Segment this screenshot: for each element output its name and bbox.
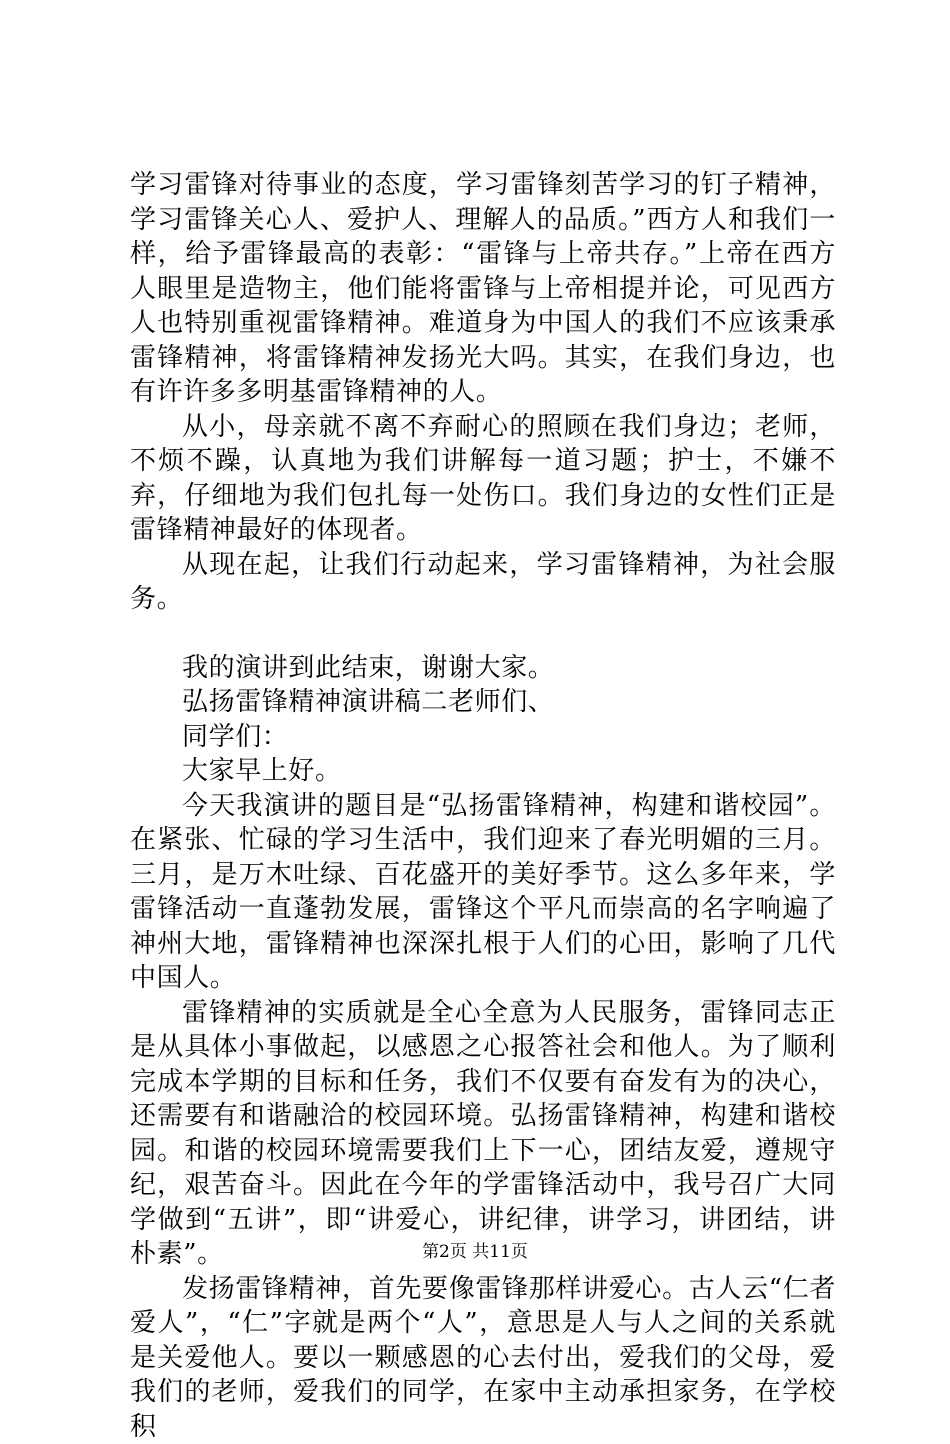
paragraph-continuation: 学习雷锋对待事业的态度，学习雷锋刻苦学习的钉子精神，学习雷锋关心人、爱护人、理解人的品质。”西方人和我们一样，给予雷锋最高的表彰：“雷锋与上帝共存。”上帝在西方人眼里是造物主，他们能将雷锋与上帝相提并论，可见西方人也特别重视雷锋精神。难道身为中国人的我们不应该秉承雷锋精神，将雷锋精神发扬光大吗。其实，在我们身边，也有许许多多明基雷锋精神的人。 xyxy=(130,168,836,410)
page-number-footer: 第2页 共11页 xyxy=(0,1237,950,1262)
paragraph-closing: 我的演讲到此结束，谢谢大家。 xyxy=(130,651,836,686)
paragraph-topic: 今天我演讲的题目是“弘扬雷锋精神，构建和谐校园”。在紧张、忙碌的学习生活中，我们迎来了春光明媚的三月。三月，是万木吐绿、百花盛开的美好季节。这么多年来，学雷锋活动一直蓬勃发展，雷锋这个平凡而崇高的名字响遍了神州大地，雷锋精神也深深扎根于人们的心田，影响了几代中国人。 xyxy=(130,789,836,996)
paragraph-call-to-action: 从现在起，让我们行动起来，学习雷锋精神，为社会服务。 xyxy=(130,548,836,617)
greeting-morning: 大家早上好。 xyxy=(130,754,836,789)
paragraph-essence: 雷锋精神的实质就是全心全意为人民服务，雷锋同志正是从具体小事做起，以感恩之心报答社会和他人。为了顺利完成本学期的目标和任务，我们不仅要有奋发有为的决心，还需要有和谐融洽的校园环境。弘扬雷锋精神，构建和谐校园。和谐的校园环境需要我们上下一心，团结友爱，遵规守纪，艰苦奋斗。因此在今年的学雷锋活动中，我号召广大同学做到“五讲”，即“讲爱心，讲纪律，讲学习，讲团结，讲朴素”。 xyxy=(130,996,836,1272)
paragraph-love: 发扬雷锋精神，首先要像雷锋那样讲爱心。古人云“仁者爱人”，“仁”字就是两个“人”，意思是人与人之间的关系就是关爱他人。要以一颗感恩的心去付出，爱我们的父母，爱我们的老师，爱我们的同学，在家中主动承担家务，在学校积 xyxy=(130,1272,836,1444)
speech-two-heading: 弘扬雷锋精神演讲稿二老师们、 xyxy=(130,685,836,720)
paragraph-mothers-teachers: 从小，母亲就不离不弃耐心的照顾在我们身边；老师，不烦不躁，认真地为我们讲解每一道习题；护士，不嫌不弃，仔细地为我们包扎每一处伤口。我们身边的女性们正是雷锋精神最好的体现者。 xyxy=(130,410,836,548)
greeting-students: 同学们： xyxy=(130,720,836,755)
